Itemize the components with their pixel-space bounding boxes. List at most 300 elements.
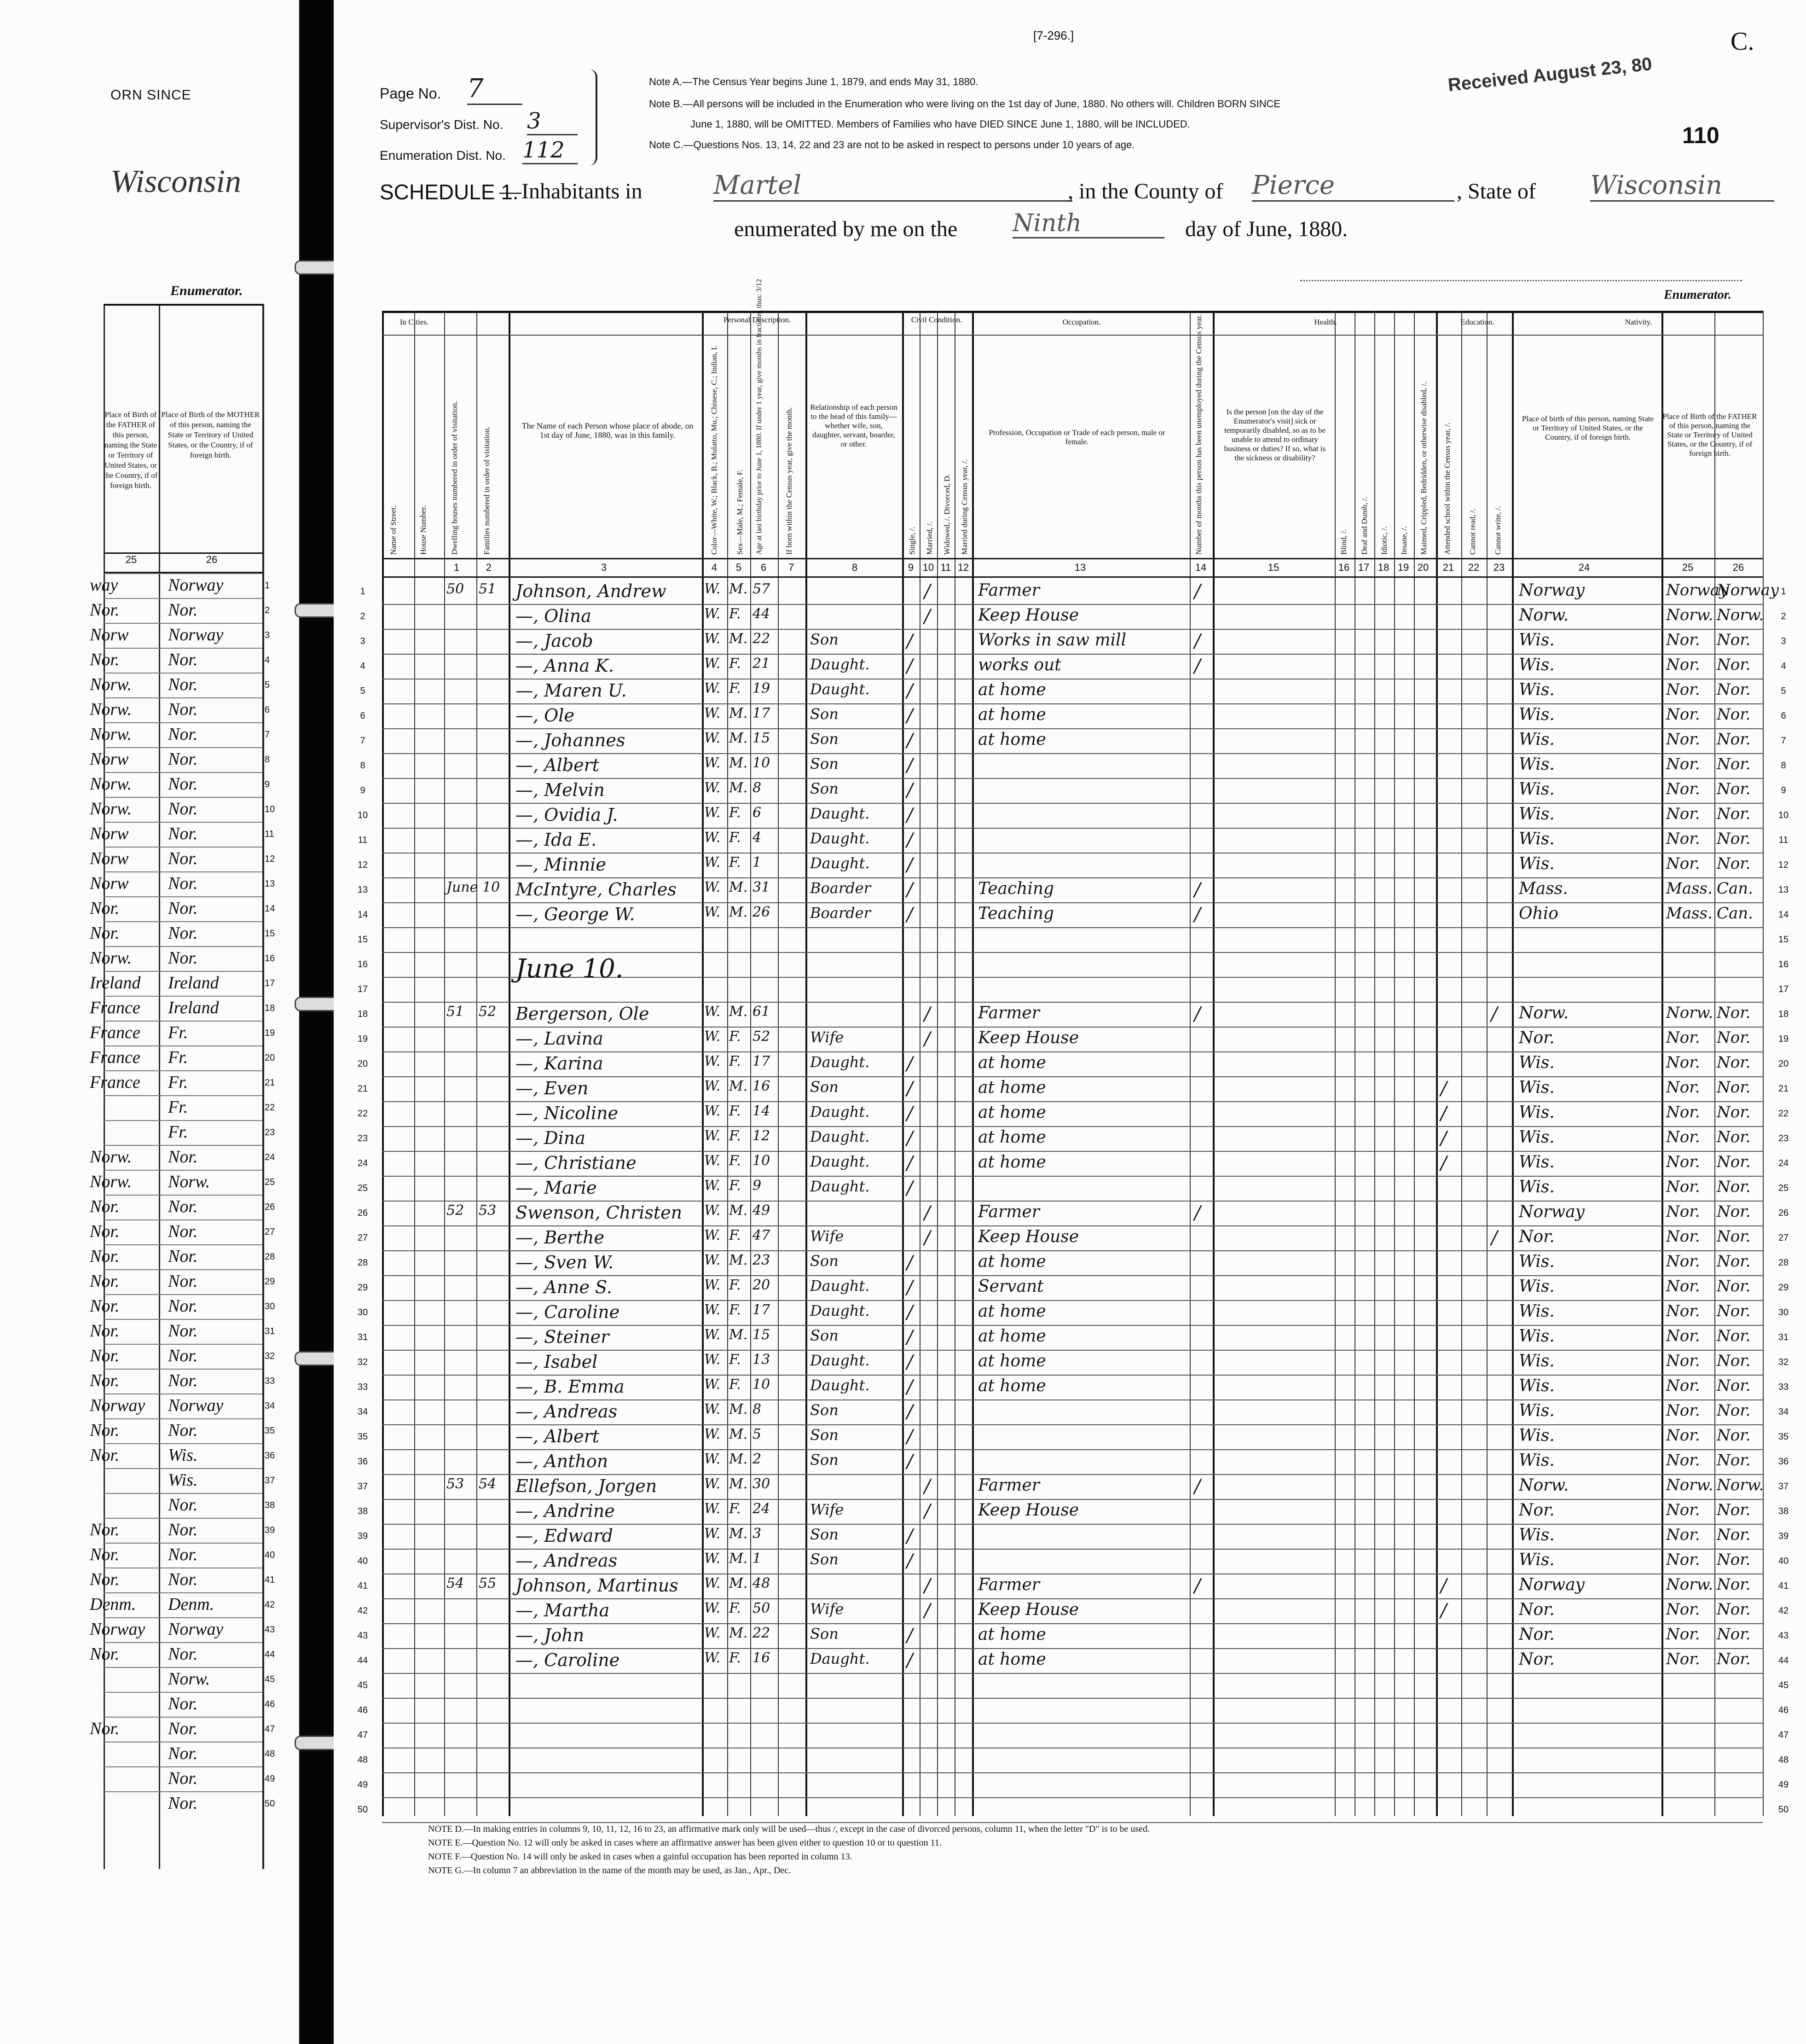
line-number-left: 42 [357, 1606, 368, 1616]
single-mark: / [907, 1277, 913, 1298]
color: W. [704, 879, 721, 895]
footer-note-d: NOTE D.—In making entries in columns 9, 10, 11, 12, 16 to 23, an affirmative mark only will be used—thus /, except in the case of divorced persons, column 11, when the letter "D" is to be used. [428, 1824, 1150, 1834]
header-profession: Profession, Occupation or Trade of each person, male or female. [989, 428, 1165, 446]
line-number-left: 8 [360, 761, 365, 771]
color: W. [704, 705, 721, 721]
sex: F. [729, 1376, 741, 1393]
occupation: Keep House [978, 606, 1079, 625]
column-rule [444, 311, 445, 1816]
sex: F. [729, 1028, 741, 1045]
line-number-left: 9 [360, 785, 365, 796]
census-table [382, 279, 1779, 1816]
color: W. [704, 1028, 721, 1045]
left-father-birthplace: Nor. [90, 1446, 120, 1465]
table-row-rule [382, 1698, 1763, 1699]
table-row-rule [382, 703, 1763, 704]
father-birthplace: Nor. [1666, 1327, 1700, 1345]
sex: M. [729, 1327, 748, 1343]
sex: M. [729, 780, 748, 796]
birthplace: Nor. [1519, 1625, 1555, 1644]
line-number-right: 37 [1778, 1481, 1789, 1492]
table-row-rule [382, 1201, 1763, 1202]
header-born-month: If born within the Census year, give the month. [785, 407, 793, 555]
line-number-left: 3 [360, 636, 365, 646]
occupation: at home [978, 1078, 1046, 1097]
color: W. [704, 854, 721, 871]
color: W. [704, 1550, 721, 1567]
sex: M. [729, 1625, 748, 1641]
married-mark: / [924, 1575, 931, 1597]
corner-letter: C. [1731, 27, 1754, 56]
left-col25-number: 25 [125, 554, 137, 565]
left-father-birthplace: Norw [90, 625, 129, 645]
sex: M. [729, 1575, 748, 1591]
left-mother-birthplace: Nor. [168, 700, 198, 719]
mother-birthplace: Nor. [1717, 1028, 1751, 1047]
age: 2 [752, 1451, 762, 1467]
birthplace: Wis. [1519, 1451, 1555, 1470]
occupation: at home [978, 1252, 1046, 1271]
age: 13 [752, 1352, 770, 1368]
column-rule [1213, 311, 1215, 1816]
column-rule [509, 311, 510, 1816]
left-line-number: 33 [265, 1376, 275, 1386]
age: 17 [752, 1053, 770, 1069]
color: W. [704, 1600, 721, 1616]
left-line-number: 37 [265, 1475, 275, 1486]
father-birthplace: Mass. [1666, 904, 1713, 923]
header-deaf-dumb: Deaf and Dumb, /. [1360, 496, 1369, 555]
line-number-left: 47 [357, 1730, 368, 1740]
mother-birthplace: Nor. [1717, 680, 1751, 699]
person-name: June 10. [515, 954, 624, 984]
color: W. [704, 1352, 721, 1368]
occupation: at home [978, 1327, 1046, 1346]
color: W. [704, 1451, 721, 1467]
column-number: 16 [1338, 562, 1350, 573]
left-line-number: 32 [265, 1351, 275, 1361]
column-rule [1714, 311, 1715, 1816]
left-mother-birthplace: Norway [168, 1620, 224, 1639]
months-unemployed: / [1194, 904, 1201, 925]
left-line-number: 45 [265, 1674, 275, 1684]
single-mark: / [907, 1128, 913, 1149]
column-rule [1374, 311, 1375, 1816]
relationship: Son [810, 631, 839, 648]
left-father-birthplace: Nor. [90, 650, 120, 669]
occupation: at home [978, 680, 1046, 699]
dwelling-number: 51 [446, 1004, 464, 1020]
married-mark: / [924, 1600, 931, 1621]
table-row-rule [382, 1375, 1763, 1376]
table-row-rule [382, 828, 1763, 829]
dwelling-number: 52 [446, 1202, 464, 1219]
line-number-right: 22 [1778, 1109, 1789, 1119]
column-number: 15 [1268, 562, 1279, 573]
left-mother-birthplace: Nor. [168, 1147, 198, 1167]
father-birthplace: Nor. [1666, 1252, 1700, 1271]
age: 16 [752, 1078, 770, 1094]
line-number-left: 14 [357, 910, 368, 920]
left-mother-birthplace: Norw. [168, 1669, 210, 1689]
line-number-left: 50 [357, 1805, 368, 1815]
sex: F. [729, 606, 741, 622]
single-mark: / [907, 705, 913, 726]
table-row-rule [382, 1623, 1763, 1624]
occupation: at home [978, 1352, 1046, 1370]
relationship: Daught. [810, 830, 870, 847]
line-number-left: 32 [357, 1357, 368, 1367]
group-health: Health. [1314, 318, 1337, 326]
mother-birthplace: Nor. [1717, 1451, 1751, 1469]
color: W. [704, 631, 721, 647]
header-color: Color—White, W.; Black, B.; Mulatto, Mu.; Chinese, C.; Indian, I. [710, 345, 718, 555]
single-mark: / [907, 854, 913, 876]
mother-birthplace: Nor. [1717, 1650, 1751, 1668]
person-name: —, Ida E. [515, 830, 597, 850]
table-row-rule [382, 1076, 1763, 1077]
color: W. [704, 1078, 721, 1094]
line-number-right: 10 [1778, 810, 1789, 820]
line-number-left: 12 [357, 860, 368, 870]
line-number-right: 47 [1778, 1730, 1789, 1740]
birthplace: Wis. [1519, 680, 1555, 699]
sex: F. [729, 1352, 741, 1368]
sex: M. [729, 581, 748, 597]
father-birthplace: Nor. [1666, 730, 1700, 749]
sex: M. [729, 879, 748, 895]
relationship: Son [810, 1451, 839, 1469]
person-name: —, Anne S. [515, 1277, 612, 1297]
left-line-number: 47 [265, 1724, 275, 1734]
line-number-left: 15 [357, 935, 368, 945]
father-birthplace: Nor. [1666, 1227, 1700, 1246]
mother-birthplace: Norway [1717, 581, 1779, 599]
line-number-right: 16 [1778, 959, 1789, 970]
age: 21 [752, 656, 770, 672]
column-number: 2 [486, 562, 492, 573]
age: 31 [752, 879, 770, 895]
note-b-line2: June 1, 1880, will be OMITTED. Members of Families who have DIED SINCE June 1, 1880, will be INCLUDED. [690, 118, 1190, 130]
county-name: Pierce [1252, 170, 1454, 202]
line-number-left: 17 [357, 984, 368, 994]
line-number-left: 27 [357, 1233, 368, 1243]
left-father-birthplace: Norway [90, 1396, 145, 1415]
person-name: —, John [515, 1625, 585, 1645]
table-row-rule [382, 1051, 1763, 1052]
mother-birthplace: Nor. [1717, 780, 1751, 798]
column-rule [414, 311, 415, 1816]
left-father-birthplace: France [90, 1023, 140, 1042]
mother-birthplace: Norw. [1717, 606, 1764, 624]
header-cannot-write: Cannot write, /. [1493, 506, 1502, 555]
person-name: —, Christiane [515, 1153, 637, 1173]
line-number-right: 39 [1778, 1531, 1789, 1541]
age: 23 [752, 1252, 770, 1268]
occupation: Keep House [978, 1028, 1079, 1047]
birthplace: Wis. [1519, 705, 1555, 724]
person-name: —, Melvin [515, 780, 605, 800]
sex: M. [729, 1426, 748, 1442]
left-line-number: 36 [265, 1451, 275, 1461]
table-row-rule [382, 1598, 1763, 1599]
relationship: Son [810, 1401, 839, 1419]
age: 12 [752, 1128, 770, 1144]
left-mother-birthplace: Nor. [168, 1794, 198, 1813]
left-father-birthplace: Norw. [90, 774, 132, 794]
enumerator-label: Enumerator. [1664, 288, 1732, 302]
supervisor-label: Supervisor's Dist. No. [380, 117, 504, 132]
mother-birthplace: Nor. [1717, 631, 1751, 649]
left-father-birthplace: Nor. [90, 1570, 120, 1589]
left-line-number: 43 [265, 1625, 275, 1635]
line-number-right: 44 [1778, 1655, 1789, 1666]
single-mark: / [907, 1252, 913, 1273]
left-mother-birthplace: Nor. [168, 923, 198, 943]
table-row-rule [382, 1424, 1763, 1425]
left-father-birthplace: Ireland [90, 973, 141, 993]
relationship: Son [810, 1426, 839, 1444]
color: W. [704, 1650, 721, 1666]
person-name: —, B. Emma [515, 1376, 625, 1397]
months-unemployed: / [1194, 631, 1201, 652]
left-line-number: 40 [265, 1550, 275, 1560]
table-row-rule [382, 803, 1763, 804]
person-name: —, Nicoline [515, 1103, 618, 1123]
page-label: Page No. [380, 85, 441, 102]
table-row-rule [382, 1350, 1763, 1351]
birthplace: Norway [1519, 1575, 1585, 1594]
left-mother-birthplace: Nor. [168, 1346, 198, 1365]
line-number-right: 19 [1778, 1034, 1789, 1044]
left-line-number: 50 [265, 1799, 275, 1809]
left-line-number: 15 [265, 929, 275, 939]
left-line-number: 17 [265, 978, 275, 988]
relationship: Son [810, 1625, 839, 1643]
table-row-rule [382, 1101, 1763, 1102]
place-name: Martel [713, 170, 1072, 202]
table-row-rule [382, 1449, 1763, 1450]
table-row-rule [382, 1524, 1763, 1525]
header-relationship: Relationship of each person to the head of this family—whether wife, son, daughter, servant, boarder, or other. [810, 403, 897, 448]
left-father-birthplace: Nor. [90, 1520, 120, 1539]
column-rule [1335, 311, 1336, 1816]
column-rule [727, 311, 728, 1816]
supervisor-number: 3 [527, 108, 578, 135]
left-mother-birthplace: Nor. [168, 1247, 198, 1266]
line-number-right: 7 [1781, 736, 1786, 746]
sex: M. [729, 755, 748, 771]
age: 10 [752, 1376, 770, 1393]
color: W. [704, 1625, 721, 1641]
line-number-right: 41 [1778, 1581, 1789, 1591]
group-occupation: Occupation. [1062, 318, 1101, 326]
left-line-number: 4 [265, 655, 270, 665]
line-number-right: 42 [1778, 1606, 1789, 1616]
birthplace: Nor. [1519, 1227, 1555, 1246]
left-line-number: 22 [265, 1103, 275, 1113]
enumerated-label: enumerated by me on the [734, 217, 958, 241]
group-nativity: Nativity. [1625, 318, 1652, 326]
mother-birthplace: Nor. [1717, 1327, 1751, 1345]
mother-birthplace: Nor. [1717, 1575, 1751, 1594]
column-number: 5 [735, 562, 742, 573]
column-number: 19 [1397, 562, 1409, 573]
left-line-number: 42 [265, 1600, 275, 1610]
schedule-label: SCHEDULE 1. [380, 180, 519, 204]
person-name: —, Lavina [515, 1028, 603, 1049]
occupation: at home [978, 1376, 1046, 1395]
age: 20 [752, 1277, 770, 1293]
sex: F. [729, 805, 741, 821]
header-idiotic: Idiotic, /. [1380, 526, 1389, 555]
occupation: at home [978, 730, 1046, 749]
occupation: at home [978, 1625, 1046, 1644]
left-line-number: 44 [265, 1649, 275, 1660]
left-father-birthplace: Norw [90, 824, 129, 843]
header-age: Age at last birthday prior to June 1, 1880. If under 1 year, give months in fractions, thus: 3/12 [755, 279, 763, 555]
age: 22 [752, 1625, 770, 1641]
left-mother-birthplace: Norway [168, 575, 224, 595]
married-mark: / [924, 606, 931, 627]
birthplace: Norw. [1519, 1476, 1569, 1495]
left-mother-birthplace: Fr. [168, 1048, 188, 1067]
person-name: —, Ovidia J. [515, 805, 618, 825]
single-mark: / [907, 755, 913, 776]
left-mother-birthplace: Nor. [168, 824, 198, 843]
left-mother-birthplace: Nor. [168, 1321, 198, 1341]
left-line-number: 29 [265, 1277, 275, 1287]
left-col26-number: 26 [206, 554, 218, 565]
color: W. [704, 730, 721, 746]
person-name: —, George W. [515, 904, 635, 924]
birthplace: Wis. [1519, 1376, 1555, 1395]
line-number-left: 36 [357, 1457, 368, 1467]
single-mark: / [907, 1650, 913, 1671]
relationship: Daught. [810, 1376, 870, 1394]
line-number-right: 17 [1778, 984, 1789, 994]
occupation: Keep House [978, 1600, 1079, 1619]
left-line-number: 16 [265, 953, 275, 964]
line-number-left: 20 [357, 1059, 368, 1069]
birthplace: Ohio [1519, 904, 1558, 923]
line-number-right: 34 [1778, 1407, 1789, 1417]
family-number: 55 [479, 1575, 497, 1591]
father-birthplace: Nor. [1666, 1153, 1700, 1171]
age: 22 [752, 631, 770, 647]
birthplace: Wis. [1519, 1526, 1555, 1545]
mother-birthplace: Nor. [1717, 1227, 1751, 1246]
enumeration-label: Enumeration Dist. No. [380, 148, 506, 163]
left-table [90, 304, 262, 1869]
left-mother-birthplace: Nor. [168, 1694, 198, 1713]
line-number-left: 41 [357, 1581, 368, 1591]
line-number-right: 18 [1778, 1009, 1789, 1019]
sex: F. [729, 1650, 741, 1666]
sex: F. [729, 656, 741, 672]
age: 8 [752, 780, 762, 796]
mother-birthplace: Nor. [1717, 854, 1751, 873]
table-row-rule [382, 1225, 1763, 1226]
age: 17 [752, 705, 770, 721]
occupation: Farmer [978, 1575, 1040, 1594]
line-number-left: 10 [357, 810, 368, 820]
left-father-birthplace: Norw [90, 749, 129, 769]
line-number-left: 49 [357, 1780, 368, 1790]
left-line-number: 34 [265, 1401, 275, 1411]
note-c: Note C.—Questions Nos. 13, 14, 22 and 23 are not to be asked in respect to persons under 10 years of age. [649, 139, 1135, 151]
left-mother-birthplace: Nor. [168, 774, 198, 794]
father-birthplace: Nor. [1666, 1376, 1700, 1395]
father-birthplace: Nor. [1666, 830, 1700, 848]
age: 19 [752, 680, 770, 697]
relationship: Daught. [810, 1352, 870, 1369]
single-mark: / [907, 879, 913, 900]
left-mother-birthplace: Nor. [168, 1769, 198, 1788]
column-number: 25 [1682, 562, 1694, 573]
dwelling-number: June 10 [446, 879, 500, 895]
single-mark: / [907, 1625, 913, 1646]
person-name: Ellefson, Jorgen [515, 1476, 657, 1496]
line-number-right: 40 [1778, 1556, 1789, 1566]
column-rule [702, 311, 704, 1816]
left-line-number: 38 [265, 1500, 275, 1510]
age: 30 [752, 1476, 770, 1492]
table-row-rule [382, 1648, 1763, 1649]
enumerated-suffix: day of June, 1880. [1185, 217, 1348, 241]
column-rule [1487, 311, 1488, 1816]
relationship: Boarder [810, 904, 871, 922]
table-row-rule [382, 853, 1763, 854]
color: W. [704, 1202, 721, 1219]
table-row-rule [382, 753, 1763, 754]
line-number-right: 20 [1778, 1059, 1789, 1069]
relationship: Daught. [810, 1302, 870, 1319]
left-line-number: 41 [265, 1575, 275, 1585]
months-unemployed: / [1194, 581, 1201, 602]
left-line-number: 6 [265, 705, 270, 715]
left-father-birthplace: Nor. [90, 1719, 120, 1738]
single-mark: / [907, 780, 913, 801]
left-mother-birthplace: Nor. [168, 600, 198, 620]
left-mother-birthplace: Nor. [168, 1421, 198, 1440]
column-rule [1394, 311, 1395, 1816]
line-number-right: 33 [1778, 1382, 1789, 1392]
left-mother-birthplace: Nor. [168, 1222, 198, 1241]
mother-birthplace: Nor. [1717, 1153, 1751, 1171]
left-father-birthplace: Nor. [90, 1371, 120, 1390]
father-birthplace: Nor. [1666, 1625, 1700, 1643]
person-name: —, Berthe [515, 1227, 604, 1248]
column-rule [750, 311, 751, 1816]
line-number-right: 21 [1778, 1084, 1789, 1094]
left-line-number: 7 [265, 730, 270, 740]
header-insane: Insane, /. [1400, 526, 1408, 555]
age: 1 [752, 854, 762, 871]
column-rule [1414, 311, 1415, 1816]
relationship: Daught. [810, 1103, 870, 1121]
age: 10 [752, 755, 770, 771]
mother-birthplace: Nor. [1717, 1078, 1751, 1097]
left-line-number: 31 [265, 1326, 275, 1336]
left-father-birthplace: Norw. [90, 1172, 132, 1191]
line-number-right: 35 [1778, 1432, 1789, 1442]
column-rule [1661, 311, 1663, 1816]
relationship: Son [810, 1252, 839, 1270]
relationship: Son [810, 1550, 839, 1568]
footer-note-g: NOTE G.—In column 7 an abbreviation in the name of the month may be used, as Jan., Apr., Dec. [428, 1865, 791, 1876]
line-number-left: 30 [357, 1307, 368, 1318]
